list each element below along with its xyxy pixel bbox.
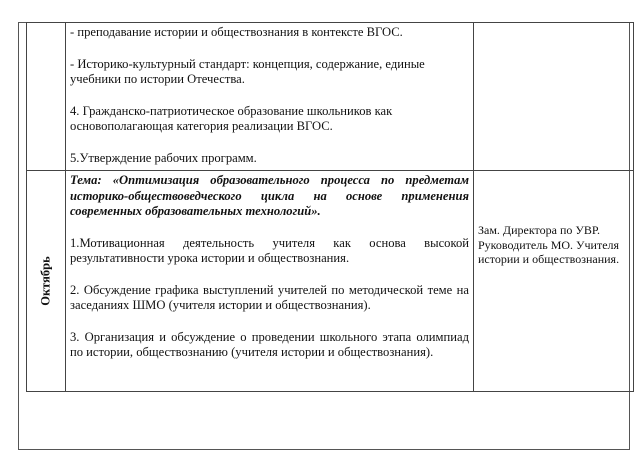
empty-cell xyxy=(66,392,474,446)
empty-cell xyxy=(27,392,66,446)
month-cell-empty xyxy=(27,23,66,171)
content-cell xyxy=(66,171,474,392)
empty-cell xyxy=(474,392,634,446)
month-label: Октябрь xyxy=(38,256,53,306)
list-item: 1.Мотивационная деятельность учителя как основа высокой результативности урока истории и обществознания. xyxy=(70,235,469,265)
list-item: 2. Обсуждение графика выступлений учителей по методической теме на заседаниях ШМО (учителя истории и обществознания). xyxy=(70,282,469,312)
month-cell xyxy=(27,171,66,392)
responsible-text: Зам. Директора по УВР. Руководитель МО. Учителя истории и обществознания. xyxy=(478,223,620,266)
table-row xyxy=(27,23,634,171)
table-row xyxy=(27,392,634,446)
meeting-theme: Тема: «Оптимизация образовательного процесса по предметам историко-обществоведческого цикла на основе применения современных образовательных технологий». xyxy=(70,173,469,218)
list-item: - Историко-культурный стандарт: концепция, содержание, единые учебники по истории Отечества. xyxy=(70,56,425,86)
list-item: - преподавание истории и обществознания в контексте ВГОС. xyxy=(70,25,403,39)
responsible-cell xyxy=(474,171,634,392)
table-row xyxy=(27,171,634,392)
list-item: 5.Утверждение рабочих программ. xyxy=(70,150,257,165)
responsible-cell-empty xyxy=(474,23,634,171)
list-item: 4. Гражданско-патриотическое образование школьников как основополагающая категория реализации ВГОС. xyxy=(70,103,393,133)
plan-table xyxy=(26,22,634,445)
content-cell xyxy=(66,23,474,171)
list-item: 3. Организация и обсуждение о проведении школьного этапа олимпиад по истории, обществознанию (учителя истории и обществознания). xyxy=(70,329,469,359)
